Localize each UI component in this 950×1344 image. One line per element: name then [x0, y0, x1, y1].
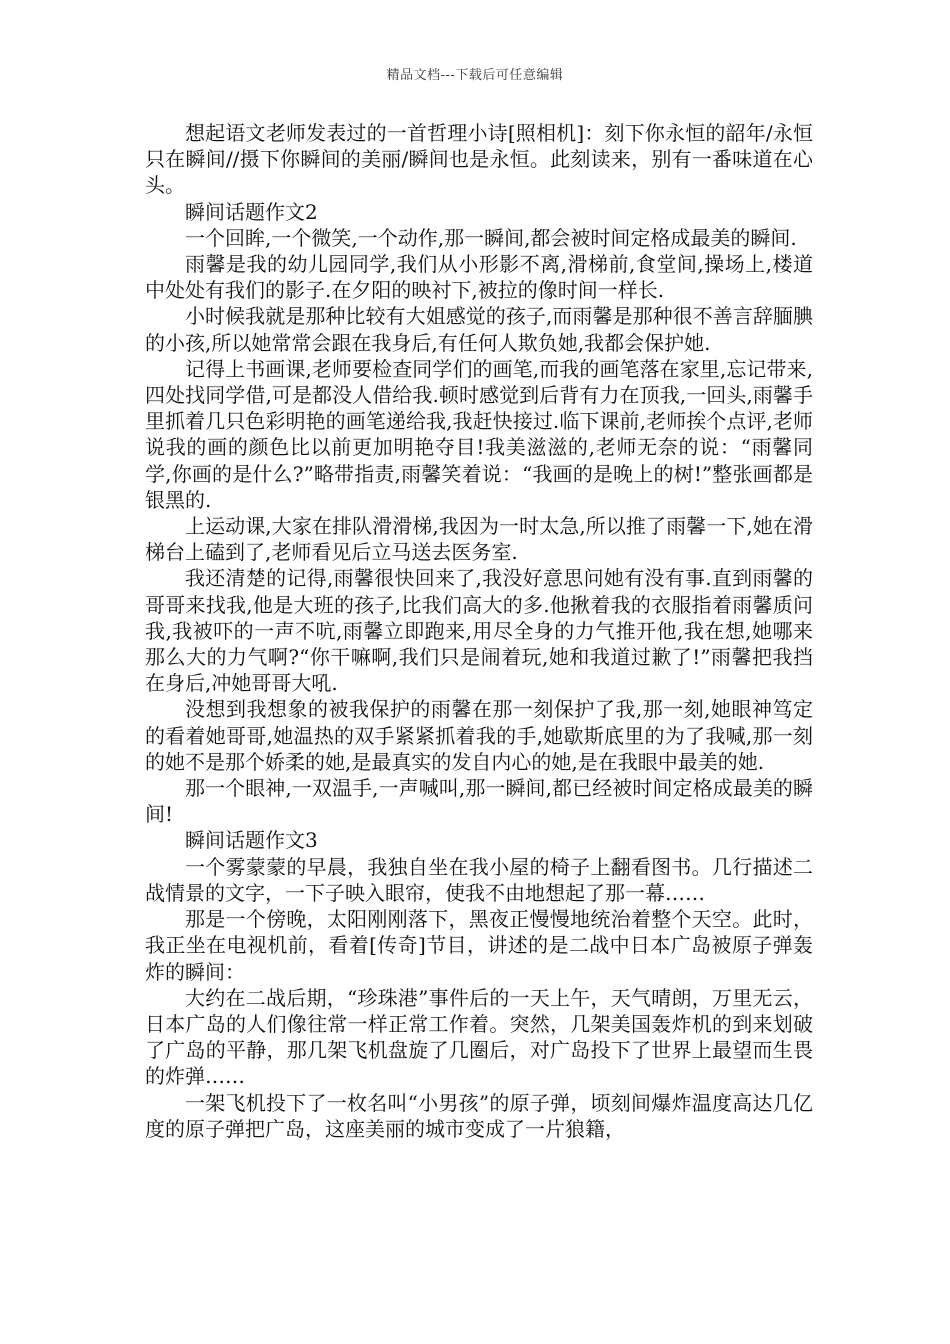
- paragraph: 记得上书画课,老师要检查同学们的画笔,而我的画笔落在家里,忘记带来,四处找同学借,可是都没人借给我.顿时感觉到后背有力在顶我,一回头,雨馨手里抓着几只色彩明艳的画笔递给我,我赶快接过.临下课前,老师挨个点评,老师说我的画的颜色比以前更加明艳夺目!我美滋滋的,老师无奈的说：“雨馨同学,你画的是什么?”略带指责,雨馨笑着说：“我画的是晚上的树!”整张画都是银黑的.: [145, 356, 813, 512]
- paragraph: 上运动课,大家在排队滑滑梯,我因为一时太急,所以推了雨馨一下,她在滑梯台上磕到了,老师看见后立马送去医务室.: [145, 514, 813, 565]
- paragraph: 一架飞机投下了一枚名叫“小男孩”的原子弹，顷刻间爆炸温度高达几亿度的原子弹把广岛，这座美丽的城市变成了一片狼籍，: [145, 1090, 813, 1141]
- document-body: [145, 120, 813, 1142]
- paragraph: 一个回眸,一个微笑,一个动作,那一瞬间,都会被时间定格成最美的瞬间.: [185, 225, 797, 250]
- paragraph: 大约在二战后期，“珍珠港”事件后的一天上午，天气晴朗，万里无云，日本广岛的人们像往常一样正常工作着。突然，几架美国轰炸机的到来划破了广岛的平静，那几架飞机盘旋了几圈后，对广岛投下了世界上最望而生畏的炸弹……: [145, 985, 813, 1089]
- paragraph: 小时候我就是那种比较有大姐感觉的孩子,而雨馨是那种很不善言辞腼腆的小孩,所以她常常会跟在我身后,有任何人欺负她,我都会保护她.: [145, 304, 813, 355]
- paragraph: 没想到我想象的被我保护的雨馨在那一刻保护了我,那一刻,她眼神笃定的看着她哥哥,她温热的双手紧紧抓着我的手,她歇斯底里的为了我喊,那一刻的她不是那个娇柔的她,是最真实的发自内心的她,是在我眼中最美的她.: [145, 697, 813, 774]
- section-heading: 瞬间话题作文2: [185, 199, 318, 224]
- paragraph: 我还清楚的记得,雨馨很快回来了,我没好意思问她有没有事.直到雨馨的哥哥来找我,他是大班的孩子,比我们高大的多.他揪着我的衣服指着雨馨质问我,我被吓的一声不吭,雨馨立即跑来,用尽全身的力气推开他,我在想,她哪来那么大的力气啊?“你干嘛啊,我们只是闹着玩,她和我道过歉了!”雨馨把我挡在身后,冲她哥哥大吼.: [145, 566, 813, 696]
- paragraph: 那一个眼神,一双温手,一声喊叫,那一瞬间,都已经被时间定格成最美的瞬间!: [145, 776, 813, 827]
- paragraph: 想起语文老师发表过的一首哲理小诗[照相机]：刻下你永恒的韶年/永恒只在瞬间//摄下你瞬间的美丽/瞬间也是永恒。此刻读来，别有一番味道在心头。: [145, 121, 813, 198]
- section-heading: 瞬间话题作文3: [185, 828, 318, 853]
- paragraph: 一个雾蒙蒙的早晨，我独自坐在我小屋的椅子上翻看图书。几行描述二战情景的文字，一下子映入眼帘，使我不由地想起了那一幕……: [145, 854, 813, 905]
- paragraph: 雨馨是我的幼儿园同学,我们从小形影不离,滑梯前,食堂间,操场上,楼道中处处有我们的影子.在夕阳的映衬下,被拉的像时间一样长.: [145, 252, 813, 303]
- page-header: 精品文档---下载后可任意编辑: [386, 68, 564, 83]
- paragraph: 那是一个傍晚，太阳刚刚落下，黑夜正慢慢地统治着整个天空。此时，我正坐在电视机前，看着[传奇]节目，讲述的是二战中日本广岛被原子弹轰炸的瞬间：: [145, 907, 813, 984]
